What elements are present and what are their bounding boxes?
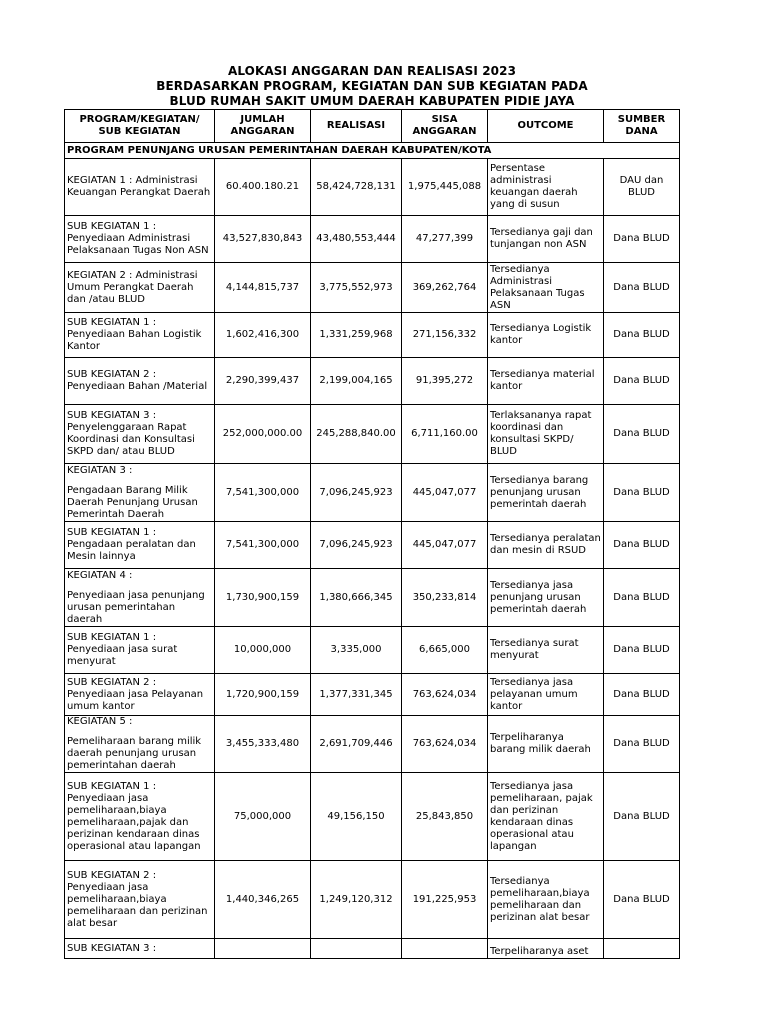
outcome-cell: Terlaksananya rapat koordinasi dan konsultasi SKPD/ BLUD: [488, 405, 604, 464]
activity-name: [65, 216, 215, 263]
outcome-cell: Tersedianya Administrasi Pelaksanaan Tugas ASN: [488, 263, 604, 313]
realisasi-cell: 2,199,004,165: [311, 358, 402, 405]
activity-name: [65, 627, 215, 674]
jumlah-anggaran-cell: [215, 939, 311, 959]
activity-name-line: SUB KEGIATAN 1 : Penyediaan Administrasi Pelaksanaan Tugas Non ASN: [67, 221, 209, 256]
table-row: [65, 627, 680, 674]
activity-name-line: SUB KEGIATAN 2 : Penyediaan jasa Pelayanan umum kantor: [67, 676, 204, 712]
header-jumlah-anggaran: JUMLAH ANGGARAN: [215, 110, 311, 143]
realisasi-cell: 1,380,666,345: [311, 569, 402, 627]
document-title: [0, 64, 744, 109]
activity-name-line: SUB KEGIATAN 2 : Penyediaan jasa pemeliharaan,biaya pemeliharaan dan perizinan alat besar: [67, 869, 208, 929]
title-line-3: BLUD RUMAH SAKIT UMUM DAERAH KABUPATEN PIDIE JAYA: [169, 94, 575, 108]
sumber-dana-cell: Dana BLUD: [604, 405, 680, 464]
sumber-dana-cell: Dana BLUD: [604, 464, 680, 522]
sisa-anggaran-cell: 369,262,764: [402, 263, 488, 313]
jumlah-anggaran-cell: 3,455,333,480: [215, 716, 311, 773]
table-row: [65, 939, 680, 959]
sumber-dana-cell: Dana BLUD: [604, 216, 680, 263]
activity-name: [65, 313, 215, 358]
sumber-dana-cell: Dana BLUD: [604, 627, 680, 674]
jumlah-anggaran-cell: 7,541,300,000: [215, 522, 311, 569]
jumlah-anggaran-cell: 43,527,830,843: [215, 216, 311, 263]
activity-name: [65, 569, 215, 627]
jumlah-anggaran-cell: 1,720,900,159: [215, 674, 311, 716]
sisa-anggaran-cell: 271,156,332: [402, 313, 488, 358]
activity-name: [65, 716, 215, 773]
title-line-2: BERDASARKAN PROGRAM, KEGIATAN DAN SUB KEGIATAN PADA: [156, 79, 588, 93]
header-sisa-anggaran: SISA ANGGARAN: [402, 110, 488, 143]
header-sumber-dana: SUMBER DANA: [604, 110, 680, 143]
realisasi-cell: 7,096,245,923: [311, 522, 402, 569]
header-program: PROGRAM/KEGIATAN/ SUB KEGIATAN: [65, 110, 215, 143]
sisa-anggaran-cell: 91,395,272: [402, 358, 488, 405]
table-header-row: [65, 110, 680, 143]
table-row: [65, 358, 680, 405]
table-row: [65, 464, 680, 522]
table-row: [65, 569, 680, 627]
activity-name-line: SUB KEGIATAN 3 : Penyelenggaraan Rapat Koordinasi dan Konsultasi SKPD dan/ atau BLUD: [67, 410, 195, 457]
activity-name-line: KEGIATAN 3 :: [67, 464, 133, 476]
activity-name: [65, 464, 215, 522]
activity-name-line: Pemeliharaan barang milik daerah penunjang urusan pemerintahan daerah: [67, 736, 202, 771]
sumber-dana-cell: Dana BLUD: [604, 313, 680, 358]
realisasi-cell: [311, 939, 402, 959]
sisa-anggaran-cell: 763,624,034: [402, 674, 488, 716]
header-outcome: OUTCOME: [488, 110, 604, 143]
outcome-cell: Terpeliharanya aset: [488, 939, 604, 959]
activity-name: [65, 939, 215, 959]
budget-table: [64, 109, 680, 959]
jumlah-anggaran-cell: 252,000,000.00: [215, 405, 311, 464]
program-title: PROGRAM PENUNJANG URUSAN PEMERINTAHAN DAERAH KABUPATEN/KOTA: [65, 143, 680, 159]
table-row: [65, 263, 680, 313]
sisa-anggaran-cell: 350,233,814: [402, 569, 488, 627]
realisasi-cell: 3,335,000: [311, 627, 402, 674]
realisasi-cell: 1,377,331,345: [311, 674, 402, 716]
jumlah-anggaran-cell: 1,730,900,159: [215, 569, 311, 627]
realisasi-cell: 3,775,552,973: [311, 263, 402, 313]
table-row: [65, 405, 680, 464]
jumlah-anggaran-cell: 1,440,346,265: [215, 861, 311, 939]
activity-name: [65, 674, 215, 716]
table-row: [65, 674, 680, 716]
activity-name: [65, 159, 215, 216]
outcome-cell: Tersedianya barang penunjang urusan pemerintah daerah: [488, 464, 604, 522]
jumlah-anggaran-cell: 4,144,815,737: [215, 263, 311, 313]
jumlah-anggaran-cell: 2,290,399,437: [215, 358, 311, 405]
outcome-cell: Tersedianya peralatan dan mesin di RSUD: [488, 522, 604, 569]
activity-name-line: SUB KEGIATAN 1 : Penyediaan Bahan Logistik Kantor: [67, 317, 202, 352]
jumlah-anggaran-cell: 10,000,000: [215, 627, 311, 674]
program-row: [65, 143, 680, 159]
realisasi-cell: 7,096,245,923: [311, 464, 402, 522]
table-row: [65, 522, 680, 569]
sumber-dana-cell: Dana BLUD: [604, 358, 680, 405]
outcome-cell: Persentase administrasi keuangan daerah yang di susun: [488, 159, 604, 216]
sisa-anggaran-cell: 191,225,953: [402, 861, 488, 939]
activity-name-line: Pengadaan Barang Milik Daerah Penunjang Urusan Pemerintah Daerah: [67, 484, 198, 520]
sumber-dana-cell: Dana BLUD: [604, 522, 680, 569]
activity-name-line: Penyediaan jasa penunjang urusan pemerintahan daerah: [67, 589, 205, 625]
jumlah-anggaran-cell: 1,602,416,300: [215, 313, 311, 358]
sisa-anggaran-cell: 6,665,000: [402, 627, 488, 674]
jumlah-anggaran-cell: 75,000,000: [215, 773, 311, 861]
outcome-cell: Tersedianya jasa penunjang urusan pemerintah daerah: [488, 569, 604, 627]
sisa-anggaran-cell: 445,047,077: [402, 522, 488, 569]
activity-name: [65, 861, 215, 939]
sisa-anggaran-cell: 6,711,160.00: [402, 405, 488, 464]
realisasi-cell: 1,249,120,312: [311, 861, 402, 939]
budget-table-container: [64, 109, 679, 957]
jumlah-anggaran-cell: 60.400.180.21: [215, 159, 311, 216]
sumber-dana-cell: Dana BLUD: [604, 716, 680, 773]
realisasi-cell: 2,691,709,446: [311, 716, 402, 773]
header-realisasi: REALISASI: [311, 110, 402, 143]
sisa-anggaran-cell: [402, 939, 488, 959]
realisasi-cell: 1,331,259,968: [311, 313, 402, 358]
sumber-dana-cell: DAU dan BLUD: [604, 159, 680, 216]
realisasi-cell: 58,424,728,131: [311, 159, 402, 216]
table-row: [65, 313, 680, 358]
outcome-cell: Tersedianya Logistik kantor: [488, 313, 604, 358]
sumber-dana-cell: Dana BLUD: [604, 263, 680, 313]
table-row: [65, 861, 680, 939]
title-line-1: ALOKASI ANGGARAN DAN REALISASI 2023: [227, 64, 517, 78]
sumber-dana-cell: [604, 939, 680, 959]
activity-name: [65, 522, 215, 569]
activity-name-line: SUB KEGIATAN 1 : Pengadaan peralatan dan Mesin lainnya: [67, 527, 196, 562]
sumber-dana-cell: Dana BLUD: [604, 861, 680, 939]
activity-name-line: SUB KEGIATAN 3 :: [67, 942, 157, 954]
table-row: [65, 716, 680, 773]
table-row: [65, 159, 680, 216]
outcome-cell: Tersedianya jasa pemeliharaan, pajak dan perizinan kendaraan dinas operasional atau lapangan: [488, 773, 604, 861]
sumber-dana-cell: Dana BLUD: [604, 674, 680, 716]
activity-name: [65, 405, 215, 464]
table-row: [65, 216, 680, 263]
activity-name: [65, 773, 215, 861]
activity-name-line: KEGIATAN 5 :: [67, 716, 133, 727]
sisa-anggaran-cell: 1,975,445,088: [402, 159, 488, 216]
outcome-cell: Terpeliharanya barang milik daerah: [488, 716, 604, 773]
jumlah-anggaran-cell: 7,541,300,000: [215, 464, 311, 522]
realisasi-cell: 49,156,150: [311, 773, 402, 861]
sisa-anggaran-cell: 47,277,399: [402, 216, 488, 263]
outcome-cell: Tersedianya gaji dan tunjangan non ASN: [488, 216, 604, 263]
sumber-dana-cell: Dana BLUD: [604, 773, 680, 861]
sisa-anggaran-cell: 25,843,850: [402, 773, 488, 861]
sisa-anggaran-cell: 763,624,034: [402, 716, 488, 773]
activity-name-line: KEGIATAN 4 :: [67, 569, 133, 581]
table-row: [65, 773, 680, 861]
activity-name-line: SUB KEGIATAN 1 : Penyediaan jasa surat menyurat: [67, 632, 178, 667]
outcome-cell: Tersedianya material kantor: [488, 358, 604, 405]
activity-name: [65, 263, 215, 313]
realisasi-cell: 43,480,553,444: [311, 216, 402, 263]
activity-name-line: SUB KEGIATAN 2 : Penyediaan Bahan /Material: [67, 369, 208, 392]
realisasi-cell: 245,288,840.00: [311, 405, 402, 464]
activity-name-line: KEGIATAN 1 : Administrasi Keuangan Perangkat Daerah: [67, 175, 211, 198]
activity-name-line: KEGIATAN 2 : Administrasi Umum Perangkat Daerah dan /atau BLUD: [67, 269, 198, 305]
activity-name-line: SUB KEGIATAN 1 : Penyediaan jasa pemeliharaan,biaya pemeliharaan,pajak dan perizinan kendaraan dinas operasional atau lapangan: [67, 780, 201, 852]
sumber-dana-cell: Dana BLUD: [604, 569, 680, 627]
outcome-cell: Tersedianya jasa pelayanan umum kantor: [488, 674, 604, 716]
outcome-cell: Tersedianya surat menyurat: [488, 627, 604, 674]
outcome-cell: Tersedianya pemeliharaan,biaya pemeliharaan dan perizinan alat besar: [488, 861, 604, 939]
activity-name: [65, 358, 215, 405]
sisa-anggaran-cell: 445,047,077: [402, 464, 488, 522]
